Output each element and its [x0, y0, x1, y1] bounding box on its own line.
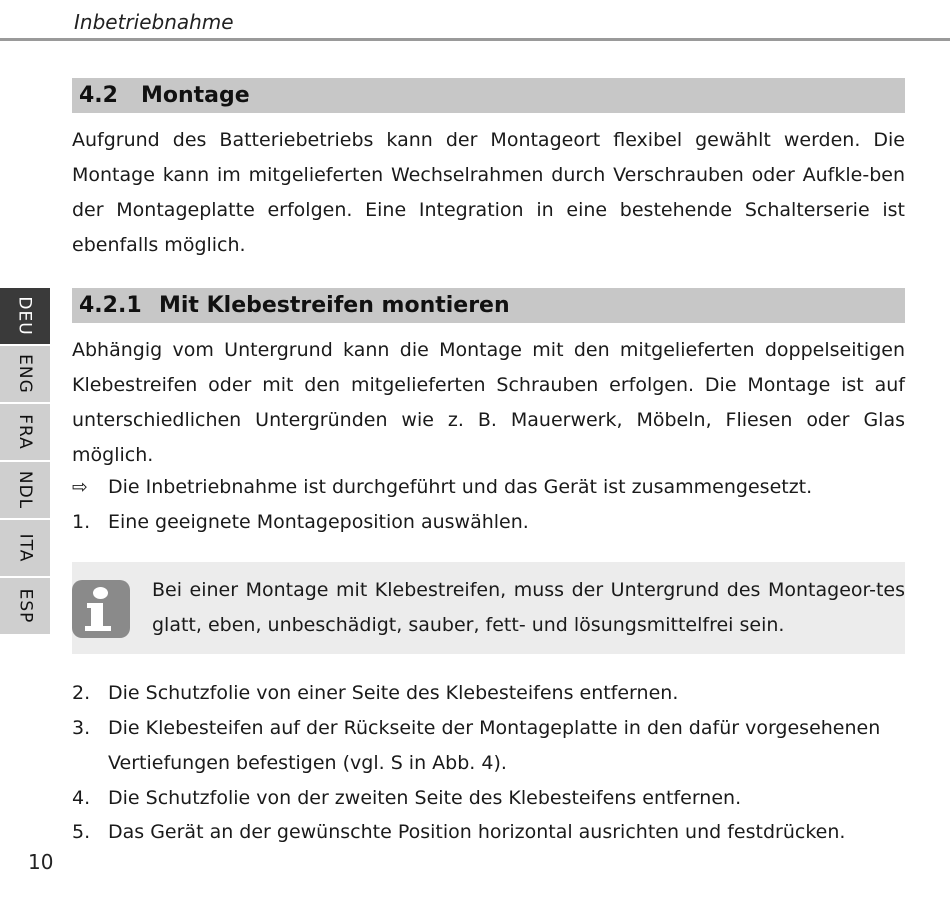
section-4-2-paragraph: Aufgrund des Batteriebetriebs kann der Montageort flexibel gewählt werden. Die Montage kann im mitgelieferten Wechselrahmen durch Verschrauben oder Aufkle-ben der Montageplatte erfolgen. Eine Integration in eine bestehende Schalterserie ist ebenfalls möglich.	[72, 129, 905, 256]
step-number: 1.	[72, 511, 91, 533]
language-tabs	[0, 288, 50, 636]
step-2	[72, 676, 678, 711]
lang-tab-esp[interactable]: ESP	[0, 578, 50, 634]
page-number: 10	[28, 850, 54, 874]
running-header: Inbetriebnahme	[74, 10, 234, 34]
step-number: 5.	[72, 821, 91, 843]
step-number: 4.	[72, 787, 91, 809]
step-text: Eine geeignete Montageposition auswählen.	[108, 511, 529, 533]
precondition-text: Die Inbetriebnahme ist durchgeführt und das Gerät ist zusammengesetzt.	[108, 476, 813, 498]
section-title: Mit Klebestreifen montieren	[159, 293, 510, 318]
lang-tab-ita[interactable]: ITA	[0, 520, 50, 576]
step-text: Die Schutzfolie von einer Seite des Klebesteifens entfernen.	[108, 682, 679, 704]
lang-tab-deu[interactable]: DEU	[0, 288, 50, 344]
section-number: 4.2	[79, 83, 118, 108]
info-note	[72, 562, 905, 654]
step-number: 2.	[72, 682, 91, 704]
lang-tab-eng[interactable]: ENG	[0, 346, 50, 402]
precondition-item	[72, 470, 812, 505]
step-text: Die Klebesteifen auf der Rückseite der Montageplatte in den dafür vorgesehenen Vertiefungen befestigen (vgl. S in Abb. 4).	[108, 717, 881, 774]
section-heading-4-2-1	[72, 288, 905, 323]
lang-tab-fra[interactable]: FRA	[0, 404, 50, 460]
step-4	[72, 781, 741, 816]
step-text: Die Schutzfolie von der zweiten Seite des Klebesteifens entfernen.	[108, 787, 742, 809]
step-number: 3.	[72, 717, 91, 739]
section-title: Montage	[141, 83, 250, 108]
step-5	[72, 815, 845, 850]
section-number: 4.2.1	[79, 293, 142, 318]
arrow-icon: ⇨	[72, 476, 88, 498]
step-text: Das Gerät an der gewünschte Position horizontal ausrichten und festdrücken.	[108, 821, 846, 843]
lang-tab-ndl[interactable]: NDL	[0, 462, 50, 518]
step-3	[72, 711, 905, 781]
info-note-text: Bei einer Montage mit Klebestreifen, muss der Untergrund des Montageor-tes glatt, eben, unbeschädigt, sauber, fett- und lösungsmittelfrei sein.	[152, 579, 905, 636]
header-rule	[0, 38, 950, 41]
section-heading-4-2	[72, 78, 905, 113]
info-icon	[72, 580, 130, 638]
section-4-2-1-paragraph: Abhängig vom Untergrund kann die Montage mit den mitgelieferten doppelseitigen Klebestreifen oder mit den mitgelieferten Schrauben erfolgen. Die Montage ist auf unterschiedlichen Untergründen wie z. B. Mauerwerk, Möbeln, Fliesen oder Glas möglich.	[72, 339, 905, 466]
step-1	[72, 505, 529, 540]
